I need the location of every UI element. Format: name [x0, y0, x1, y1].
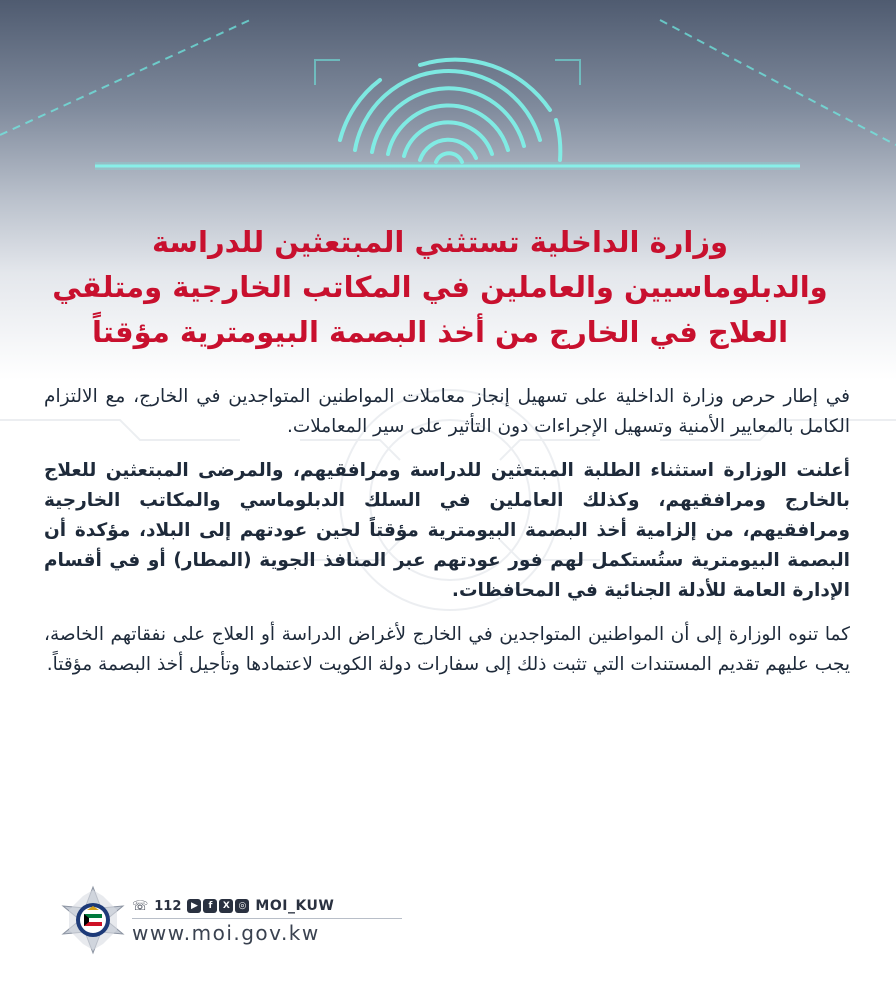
social-icons [187, 899, 249, 913]
footer [58, 885, 358, 955]
facebook-icon[interactable]: f [203, 899, 217, 913]
social-handle[interactable]: MOI_KUW [255, 898, 335, 914]
article-body [44, 382, 850, 694]
footer-divider [132, 918, 402, 919]
headline-line-3: العلاج في الخارج من أخذ البصمة البيومترية مؤقتاً [91, 315, 789, 349]
paragraph-notice: كما تنوه الوزارة إلى أن المواطنين المتواجدين في الخارج لأغراض الدراسة أو العلاج على نفقاتهم الخاصة، يجب عليهم تقديم المستندات التي تثبت ذلك إلى سفارات دولة الكويت لاعتمادها وتأجيل أخذ البصمة مؤقتاً. [44, 624, 850, 675]
youtube-icon[interactable]: ▶ [187, 899, 201, 913]
headline [40, 220, 840, 355]
paragraph-intro: في إطار حرص وزارة الداخلية على تسهيل إنجاز معاملات المواطنين المتواجدين في الخارج، مع الالتزام الكامل بالمعايير الأمنية وتسهيل الإجراءات دون التأثير على سير المعاملات. [44, 386, 850, 437]
website-link[interactable]: www.moi.gov.kw [132, 921, 320, 945]
phone-number: 112 [154, 898, 182, 914]
paragraph-announcement: أعلنت الوزارة استثناء الطلبة المبتعثين للدراسة ومرافقيهم، والمرضى المبتعثين للعلاج بالخارج ومرافقيهم، وكذلك العاملين في السلك الدبلوماسي والمكاتب الخارجية ومرافقيهم، من إلزامية أخذ البصمة البيومترية مؤقتاً لحين عودتهم إلى البلاد، مؤكدة أن البصمة البيومترية ستُستكمل لهم فور عودتهم عبر المنافذ الجوية (المطار) أو في أقسام الإدارة العامة للأدلة الجنائية في المحافظات. [44, 460, 850, 601]
headline-line-1: وزارة الداخلية تستثني المبتعثين للدراسة [151, 225, 729, 259]
headline-line-2: والدبلوماسيين والعاملين في المكاتب الخارجية ومتلقي [52, 270, 828, 304]
contact-row [132, 895, 334, 917]
x-icon[interactable]: X [219, 899, 233, 913]
moi-emblem-icon [58, 885, 128, 955]
phone-icon: ☏ [132, 898, 149, 914]
instagram-icon[interactable]: ◎ [235, 899, 249, 913]
